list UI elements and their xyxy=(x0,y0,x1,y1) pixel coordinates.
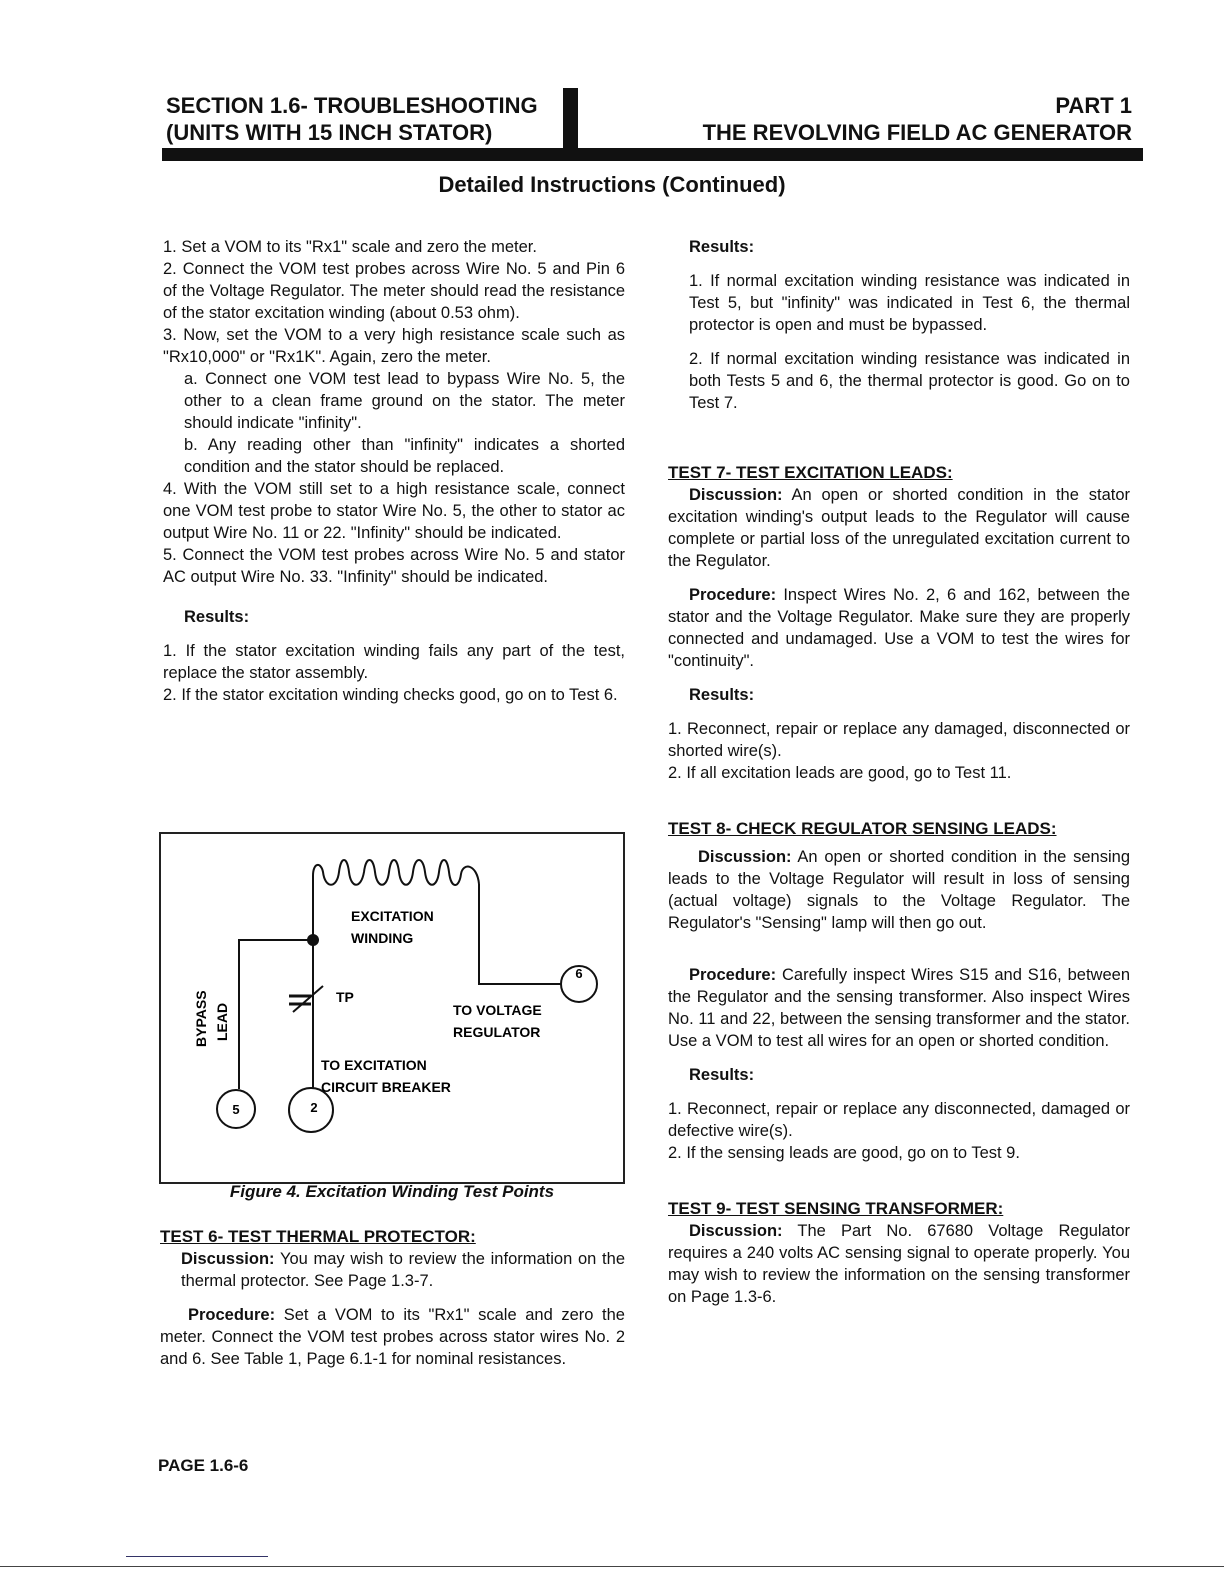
test-8-discussion: An open or shorted condition in the sensing leads to the Voltage Regulator will result in loss of sensing (actual voltage) signals to the Voltage Regulator. The Regulator's "Sensing" lamp will then go out. xyxy=(668,848,1130,932)
header-rule xyxy=(162,148,1143,161)
test-9-heading: TEST 9- TEST SENSING TRANSFORMER: xyxy=(668,1199,1004,1218)
test-7-discussion-label: Discussion: xyxy=(689,486,783,504)
breaker-label-line2: CIRCUIT BREAKER xyxy=(321,1079,451,1095)
footer-link-line xyxy=(126,1556,268,1557)
step-4: 4. With the VOM still set to a high resistance scale, connect one VOM test probe to stator Wire No. 5, the other to stator ac output Wire No. 11 or 22. "Infinity" should be indicated. xyxy=(163,480,625,542)
test-6-procedure-label: Procedure: xyxy=(188,1306,276,1324)
bypass-label-line1: BYPASS xyxy=(193,990,209,1047)
test-8-procedure-label: Procedure: xyxy=(689,966,777,984)
results-label: Results: xyxy=(184,608,250,626)
figure-excitation-winding xyxy=(159,832,625,1184)
result-2: 2. If the stator excitation winding checks good, go on to Test 6. xyxy=(163,686,618,704)
step-5: 5. Connect the VOM test probes across Wire No. 5 and stator AC output Wire No. 33. "Infinity" should be indicated. xyxy=(163,546,625,586)
winding-label-line2: WINDING xyxy=(351,930,414,946)
section-title xyxy=(166,92,538,146)
part-title-line1: PART 1 xyxy=(1055,93,1132,118)
test-6-discussion: You may wish to review the information on the thermal protector. See Page 1.3-7. xyxy=(181,1250,625,1290)
right-column xyxy=(668,236,1130,1308)
section-title-line2: (UNITS WITH 15 INCH STATOR) xyxy=(166,120,493,145)
bypass-lead-wire xyxy=(239,940,313,1089)
regulator-lead-wire xyxy=(479,884,565,984)
test-9-discussion-label: Discussion: xyxy=(689,1222,783,1240)
test-7-procedure: Inspect Wires No. 2, 6 and 162, between the stator and the Voltage Regulator. Make sure they are properly connected and undamaged. Use a VOM to test the wires for "continuity". xyxy=(668,586,1130,670)
step-3a: a. Connect one VOM test lead to bypass Wire No. 5, the other to a clean frame ground on the stator. The meter should indicate "infinity". xyxy=(184,370,625,432)
page-number: PAGE 1.6-6 xyxy=(158,1456,249,1475)
test-7-procedure-label: Procedure: xyxy=(689,586,777,604)
header-divider xyxy=(563,88,578,154)
bypass-label-line2: LEAD xyxy=(214,1002,230,1041)
regulator-label-line1: TO VOLTAGE xyxy=(453,1002,542,1018)
step-3b: b. Any reading other than "infinity" indicates a shorted condition and the stator should be replaced. xyxy=(184,436,625,476)
right-result-1: 1. If normal excitation winding resistance was indicated in Test 5, but "infinity" was indicated in Test 6, the thermal protector is open and must be bypassed. xyxy=(689,272,1130,334)
test-7-result-1: 1. Reconnect, repair or replace any damaged, disconnected or shorted wire(s). xyxy=(668,720,1130,760)
step-3: 3. Now, set the VOM to a very high resistance scale such as "Rx10,000" or "Rx1K". Again, zero the meter. xyxy=(163,326,625,366)
footer-rule xyxy=(0,1566,1224,1567)
test-6-discussion-label: Discussion: xyxy=(181,1250,275,1268)
test-7-discussion: An open or shorted condition in the stator excitation winding's output leads to the Regulator will cause complete or partial loss of the unregulated excitation current to the Regulator. xyxy=(668,486,1130,570)
test-6-heading: TEST 6- TEST THERMAL PROTECTOR: xyxy=(160,1227,476,1246)
winding-label-line1: EXCITATION xyxy=(351,908,434,924)
figure-caption: Figure 4. Excitation Winding Test Points xyxy=(229,1182,555,1201)
test-7-heading: TEST 7- TEST EXCITATION LEADS: xyxy=(668,463,953,482)
test-8-results-label: Results: xyxy=(689,1066,755,1084)
left-column xyxy=(163,236,625,706)
test-6 xyxy=(160,1226,625,1370)
right-result-2: 2. If normal excitation winding resistance was indicated in both Tests 5 and 6, the thermal protector is good. Go on to Test 7. xyxy=(689,350,1130,412)
tp-label: TP xyxy=(336,989,354,1005)
test-8-discussion-label: Discussion: xyxy=(698,848,792,866)
right-results-label: Results: xyxy=(689,238,755,256)
step-1: 1. Set a VOM to its "Rx1" scale and zero the meter. xyxy=(163,238,537,256)
section-title-line1: SECTION 1.6- TROUBLESHOOTING xyxy=(166,93,538,118)
result-1: 1. If the stator excitation winding fails any part of the test, replace the stator assembly. xyxy=(163,642,625,682)
step-2: 2. Connect the VOM test probes across Wire No. 5 and Pin 6 of the Voltage Regulator. The meter should read the resistance of the stator excitation winding (about 0.53 ohm). xyxy=(163,260,625,322)
tp-switch-arm xyxy=(293,986,323,1012)
test-7-results-label: Results: xyxy=(689,686,755,704)
test-8-procedure: Carefully inspect Wires S15 and S16, between the Regulator and the sensing transformer. Also inspect Wires No. 11 and 22, between the sensing transformer and the stator. Use a VOM to test all wires for an open or shorted condition. xyxy=(668,966,1130,1050)
test-8-result-1: 1. Reconnect, repair or replace any disconnected, damaged or defective wire(s). xyxy=(668,1100,1130,1140)
test-9-discussion: The Part No. 67680 Voltage Regulator requires a 240 volts AC sensing signal to operate properly. You may wish to review the information on the sensing transformer on Page 1.3-6. xyxy=(668,1222,1130,1306)
terminal-5-label: 5 xyxy=(232,1102,240,1117)
test-7-result-2: 2. If all excitation leads are good, go to Test 11. xyxy=(668,764,1012,782)
regulator-label-line2: REGULATOR xyxy=(453,1024,541,1040)
circuit-diagram xyxy=(161,834,623,1182)
terminal-6-label: 6 xyxy=(575,966,583,981)
part-title-line2: THE REVOLVING FIELD AC GENERATOR xyxy=(702,120,1132,145)
part-title xyxy=(703,92,1132,146)
breaker-label-line1: TO EXCITATION xyxy=(321,1057,427,1073)
test-8-result-2: 2. If the sensing leads are good, go on to Test 9. xyxy=(668,1144,1020,1162)
test-6-procedure: Set a VOM to its "Rx1" scale and zero the meter. Connect the VOM test probes across stator wires No. 2 and 6. See Table 1, Page 6.1-1 for nominal resistances. xyxy=(160,1306,625,1368)
terminal-2-label: 2 xyxy=(310,1100,318,1115)
test-8-heading: TEST 8- CHECK REGULATOR SENSING LEADS: xyxy=(668,819,1057,838)
excitation-winding-coil xyxy=(313,860,479,892)
page-subtitle: Detailed Instructions (Continued) xyxy=(438,172,786,197)
